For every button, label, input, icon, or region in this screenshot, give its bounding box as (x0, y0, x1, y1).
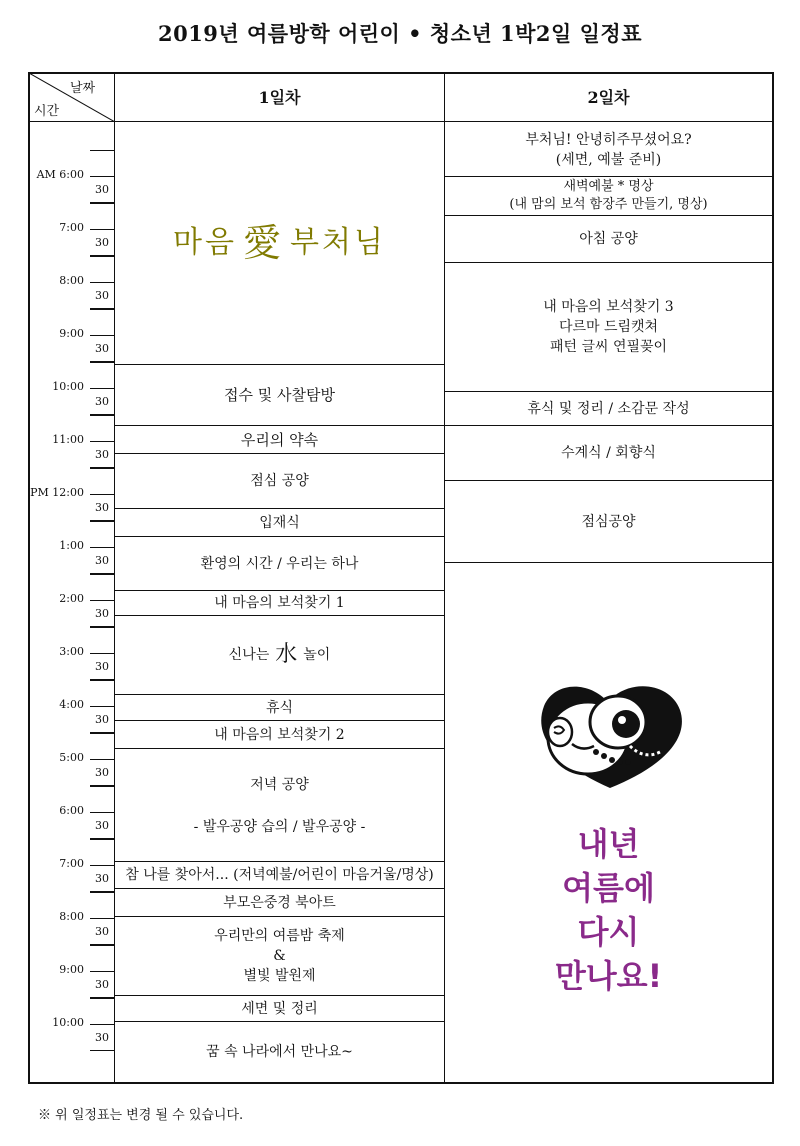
page-title: 2019년 여름방학 어린이 • 청소년 1박2일 일정표 (157, 21, 643, 46)
time-tick (90, 706, 114, 707)
time-hour-label: 7:00 (59, 857, 84, 870)
time-hour-label: PM 12:00 (30, 486, 84, 499)
time-tick (90, 362, 114, 363)
time-tick (90, 786, 114, 787)
time-half-label: 30 (95, 660, 109, 673)
time-tick (90, 229, 114, 230)
time-half-label: 30 (95, 1031, 109, 1044)
time-half-label: 30 (95, 342, 109, 355)
day2-farewell (445, 820, 772, 1000)
time-half-label: 30 (95, 819, 109, 832)
time-hour-label: 2:00 (59, 592, 84, 605)
time-hour-label: 1:00 (59, 539, 84, 552)
time-hour-label: 3:00 (59, 645, 84, 658)
time-tick (90, 759, 114, 760)
time-hour-label: 11:00 (52, 433, 84, 446)
day1-jewel1: 내 마음의 보석찾기 1 (214, 595, 345, 611)
heart-title-pre: 마음 (173, 225, 237, 260)
time-tick (90, 494, 114, 495)
time-hour-label: 8:00 (59, 274, 84, 287)
time-half-label: 30 (95, 978, 109, 991)
time-tick (90, 971, 114, 972)
day1-wash: 세면 및 정리 (241, 1000, 318, 1017)
time-hour-label: 9:00 (59, 327, 84, 340)
time-tick (90, 203, 114, 204)
time-half-label: 30 (95, 183, 109, 196)
day1-find-me: 참 나를 찾아서... (저녁예불/어린이 마음거울/명상) (125, 867, 434, 883)
header-time-label: 시간 (34, 104, 60, 119)
time-tick (90, 388, 114, 389)
time-hour-label: 4:00 (59, 698, 84, 711)
time-tick (90, 865, 114, 866)
time-tick (90, 812, 114, 813)
day1-reception: 접수 및 사찰탐방 (224, 386, 335, 404)
farewell-line3: 다시 (577, 913, 640, 951)
footnote: ※ 위 일정표는 변경 될 수 있습니다. (38, 1108, 244, 1123)
time-tick (90, 1024, 114, 1025)
header-day1: 1일차 (258, 87, 301, 107)
time-tick (90, 282, 114, 283)
day2-closing: 수계식 / 회향식 (561, 445, 656, 461)
time-hour-label: 8:00 (59, 910, 84, 923)
day2-breakfast: 아침 공양 (579, 231, 638, 247)
time-tick (90, 680, 114, 681)
time-hour-label: 9:00 (59, 963, 84, 976)
time-half-label: 30 (95, 289, 109, 302)
time-hour-label: 7:00 (59, 221, 84, 234)
heart-mascot-illustration (530, 676, 690, 796)
water-post: 놀이 (303, 647, 331, 663)
dawn-line2: (내 맘의 보석 함장주 만들기, 명상) (509, 197, 708, 212)
time-tick (90, 733, 114, 734)
header-date-label: 날짜 (70, 81, 96, 96)
festival-line2: 별빛 발원제 (243, 968, 316, 984)
day1-dream: 꿈 속 나라에서 만나요~ (206, 1044, 353, 1060)
time-tick (90, 468, 114, 469)
heart-char: 愛 (243, 221, 285, 265)
time-half-label: 30 (95, 448, 109, 461)
wake-line2: (세면, 예불 준비) (555, 151, 662, 168)
time-tick (90, 335, 114, 336)
time-tick (90, 653, 114, 654)
festival-line1: 우리만의 여름밤 축제 (214, 928, 345, 944)
time-tick (90, 839, 114, 840)
time-tick (90, 918, 114, 919)
time-half-label: 30 (95, 554, 109, 567)
farewell-line1: 내년 (577, 825, 640, 863)
time-tick (90, 627, 114, 628)
time-tick (90, 176, 114, 177)
header-day2: 2일차 (587, 87, 630, 107)
time-tick (90, 892, 114, 893)
time-tick (90, 441, 114, 442)
day1-welcome: 환영의 시간 / 우리는 하나 (200, 555, 359, 572)
day1-dinner-sub: - 발우공양 습의 / 발우공양 - (193, 819, 366, 835)
time-tick (90, 415, 114, 416)
festival-amp: & (273, 948, 286, 964)
time-tick (90, 150, 114, 151)
day2-wake (445, 123, 772, 176)
time-half-label: 30 (95, 607, 109, 620)
time-tick (90, 600, 114, 601)
day1-rest: 휴식 (265, 699, 294, 716)
time-half-label: 30 (95, 713, 109, 726)
day1-promise: 우리의 약속 (240, 430, 319, 449)
day2-dawn (445, 177, 772, 215)
time-tick (90, 945, 114, 946)
day1-water-play (115, 616, 444, 694)
time-hour-label: 6:00 (59, 804, 84, 817)
time-hour-label: 5:00 (59, 751, 84, 764)
time-tick (90, 574, 114, 575)
time-tick (90, 256, 114, 257)
day2-rest: 휴식 및 정리 / 소감문 작성 (527, 400, 690, 417)
wake-line1: 부처님! 안녕히주무셨어요? (525, 131, 692, 148)
jewel3-line1: 내 마음의 보석찾기 3 (543, 299, 674, 315)
time-hour-label: 10:00 (52, 1016, 84, 1029)
time-half-label: 30 (95, 236, 109, 249)
day1-jewel2: 내 마음의 보석찾기 2 (214, 726, 345, 743)
jewel3-line3: 패턴 글씨 연필꽂이 (549, 339, 668, 355)
time-tick (90, 998, 114, 999)
farewell-line2: 여름에 (562, 869, 655, 907)
time-hour-label: 10:00 (52, 380, 84, 393)
dawn-line1: 새벽예불 * 명상 (563, 179, 654, 194)
water-char: 水 (275, 642, 298, 667)
time-tick (90, 547, 114, 548)
time-half-label: 30 (95, 395, 109, 408)
time-half-label: 30 (95, 766, 109, 779)
time-hour-label: AM 6:00 (36, 168, 84, 181)
farewell-line4: 만나요! (554, 957, 663, 995)
time-tick (90, 521, 114, 522)
time-tick (90, 309, 114, 310)
water-pre: 신나는 (228, 647, 270, 663)
day1-heart-title (115, 122, 444, 364)
day1-entry: 입재식 (259, 514, 300, 531)
day2-lunch: 점심공양 (581, 513, 636, 530)
day1-dinner: 저녁 공양 (250, 777, 309, 793)
time-half-label: 30 (95, 925, 109, 938)
jewel3-line2: 다르마 드림캣쳐 (558, 319, 659, 335)
time-half-label: 30 (95, 501, 109, 514)
day1-lunch: 점심 공양 (250, 473, 309, 489)
time-half-label: 30 (95, 872, 109, 885)
day1-parents: 부모은중경 북아트 (223, 894, 336, 911)
time-tick (90, 1050, 114, 1051)
day1-festival (115, 917, 444, 995)
day2-jewel3 (445, 263, 772, 391)
heart-title-post: 부처님 (290, 225, 386, 260)
